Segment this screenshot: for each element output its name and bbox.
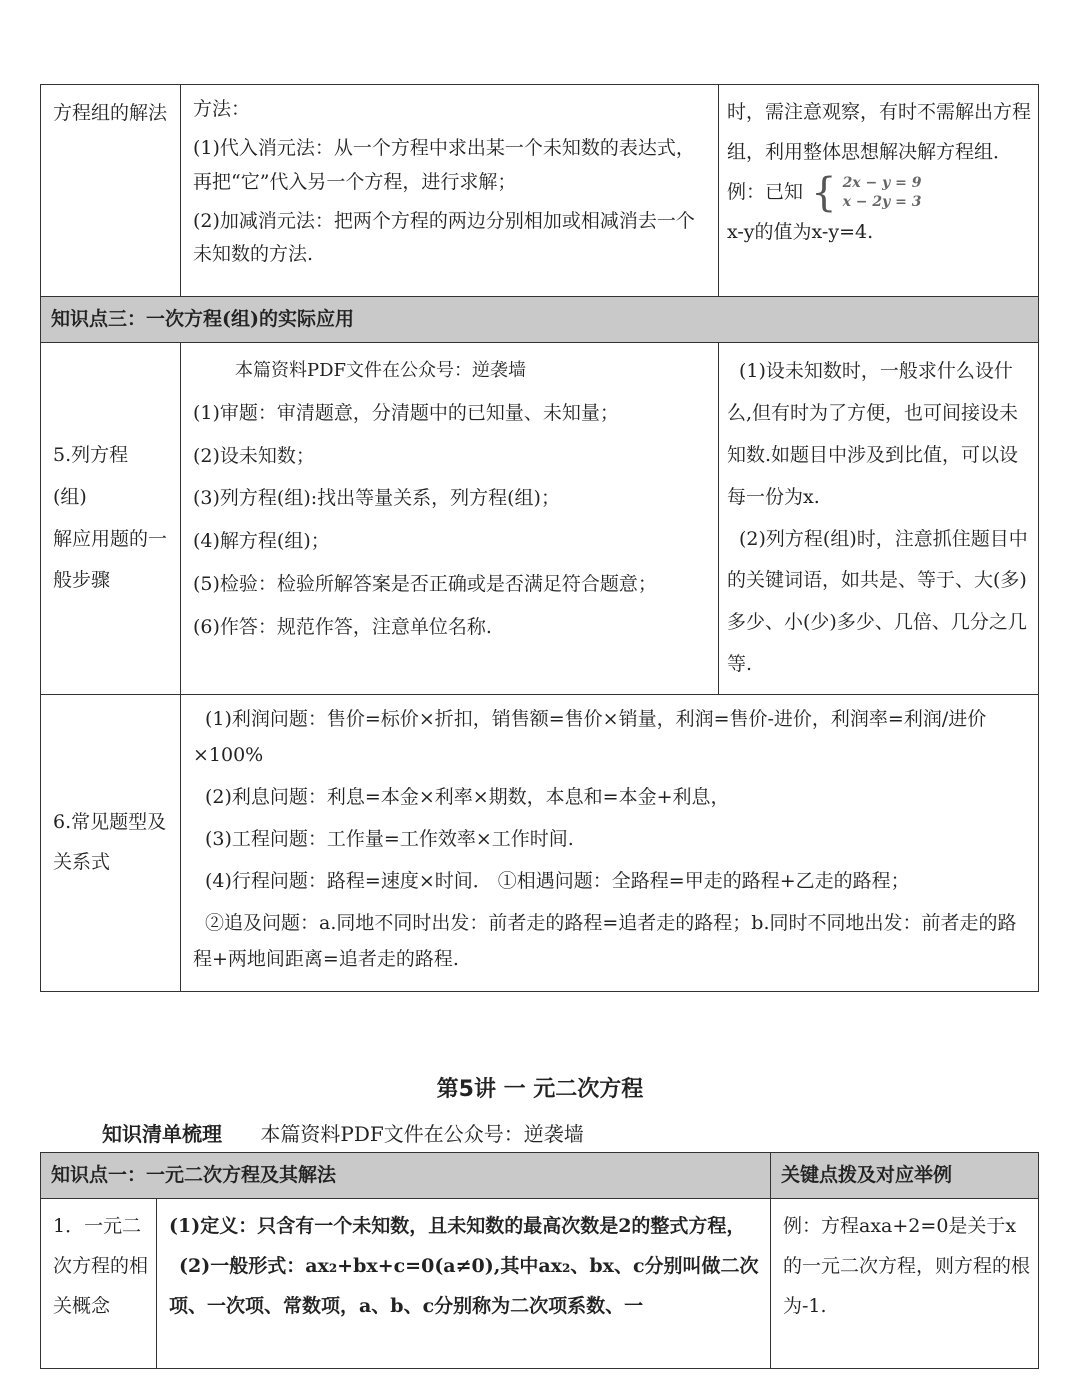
table-row: [41, 694, 1039, 992]
row-label-cell: [41, 694, 181, 992]
subtitle: 知识清单梳理: [102, 1122, 222, 1146]
row-label-line: 解应用题的一般步骤: [53, 527, 168, 592]
formula-item: (3)工程问题：工作量=工作效率×工作时间.: [205, 828, 574, 851]
lecture-title: 第5讲 一 元二次方程: [436, 1077, 644, 1102]
step-item: (6)作答：规范作答，注意单位名称.: [193, 615, 492, 638]
subtitle-line: [102, 1118, 584, 1147]
tips-cell: [719, 343, 1039, 694]
method-cell: [181, 85, 719, 297]
brace-icon: {: [811, 169, 837, 216]
example: 例：方程axa+2=0是关于x的一元二次方程，则方程的根为-1.: [783, 1215, 1031, 1318]
row-label: 方程组的解法: [53, 102, 168, 124]
section-header-row: [41, 297, 1039, 343]
equation-2: x − 2y = 3: [842, 193, 922, 210]
definition: (1)定义：只含有一个未知数，且未知数的最高次数是2的整式方程，: [169, 1215, 746, 1238]
steps-cell: [181, 343, 719, 694]
concept-cell: [157, 1199, 771, 1369]
tip-cell: [719, 85, 1039, 297]
elimination-method: (2)加减消元法：把两个方程的两边分别相加或相减消去一个未知数的方法.: [193, 209, 695, 265]
row-label-cell: [41, 85, 181, 297]
row-label-cell: [41, 343, 181, 694]
row-label-cell: [41, 1199, 157, 1369]
row-label-line: 5.列方程: [53, 444, 129, 467]
tip-paragraph: (1)设未知数时，一般求什么设什么,但有时为了方便，也可间接设未知数.如题目中涉及到比值，可以设每一份为x.: [727, 360, 1019, 508]
row-label: 1．一元二次方程的相关概念: [53, 1215, 149, 1318]
tip-paragraph: (2)列方程(组)时，注意抓住题目中的关键词语，如共是、等于、大(多)多少、小(少)多少、几倍、几分之几等.: [727, 527, 1028, 676]
substitution-method: (1)代入消元法：从一个方程中求出某一个未知数的表达式，再把“它”代入另一个方程，进行求解；: [193, 137, 695, 193]
tip-text: 时，需注意观察，有时不需解出方程组，利用整体思想解决解方程组．例：已知: [727, 101, 1032, 203]
table-row: [41, 343, 1039, 694]
quadratic-table: [40, 1152, 1039, 1369]
tip-result: x-y的值为x-y=4.: [727, 220, 874, 243]
table-row: [41, 1199, 1039, 1369]
equation-system: [811, 169, 922, 216]
key-points-header: 关键点拨及对应举例: [771, 1153, 1039, 1199]
formulas-cell: [181, 694, 1039, 992]
formula-item: (2)利息问题：利息=本金×利率×期数，本息和=本金+利息，: [205, 786, 730, 808]
row-label: 6.常见题型及关系式: [53, 811, 167, 874]
table-row: [41, 85, 1039, 297]
section-header-row: [41, 1153, 1039, 1199]
step-item: (2)设未知数；: [193, 444, 315, 467]
formula-item: (4)行程问题：路程=速度×时间． ①相遇问题：全路程=甲走的路程+乙走的路程；: [205, 870, 910, 893]
step-item: (5)检验：检验所解答案是否正确或是否满足符合题意；: [193, 572, 657, 595]
pdf-note: 本篇资料PDF文件在公众号：逆袭墙: [260, 1122, 584, 1146]
step-item: (4)解方程(组)；: [193, 530, 330, 553]
section3-header: 知识点三：一次方程(组)的实际应用: [41, 297, 1039, 343]
formula-item: ②追及问题：a.同地不同时出发：前者走的路程=追者走的路程；b.同时不同地出发：前者走的路程+两地间距离=追者走的路程.: [193, 912, 1017, 971]
general-form: (2)一般形式：ax₂+bx+c=0(a≠0),其中ax₂、bx、c分别叫做二次项、一次项、常数项，a、b、c分别称为二次项系数、一: [169, 1255, 759, 1318]
equations-table: [40, 84, 1039, 992]
section1-header: 知识点一：一元二次方程及其解法: [41, 1153, 771, 1199]
equation-1: 2x − y = 9: [842, 174, 922, 191]
pdf-note: 本篇资料PDF文件在公众号：逆袭墙: [235, 360, 527, 382]
formula-item: (1)利润问题：售价=标价×折扣，销售额=售价×销量，利润=售价-进价，利润率=利润/进价×100%: [193, 707, 987, 766]
step-item: (3)列方程(组):找出等量关系，列方程(组)；: [193, 487, 560, 510]
row-label-line: (组): [53, 485, 87, 508]
example-cell: [771, 1199, 1039, 1369]
method-heading: 方法：: [193, 98, 251, 120]
step-item: (1)审题：审清题意，分清题中的已知量、未知量；: [193, 401, 619, 424]
